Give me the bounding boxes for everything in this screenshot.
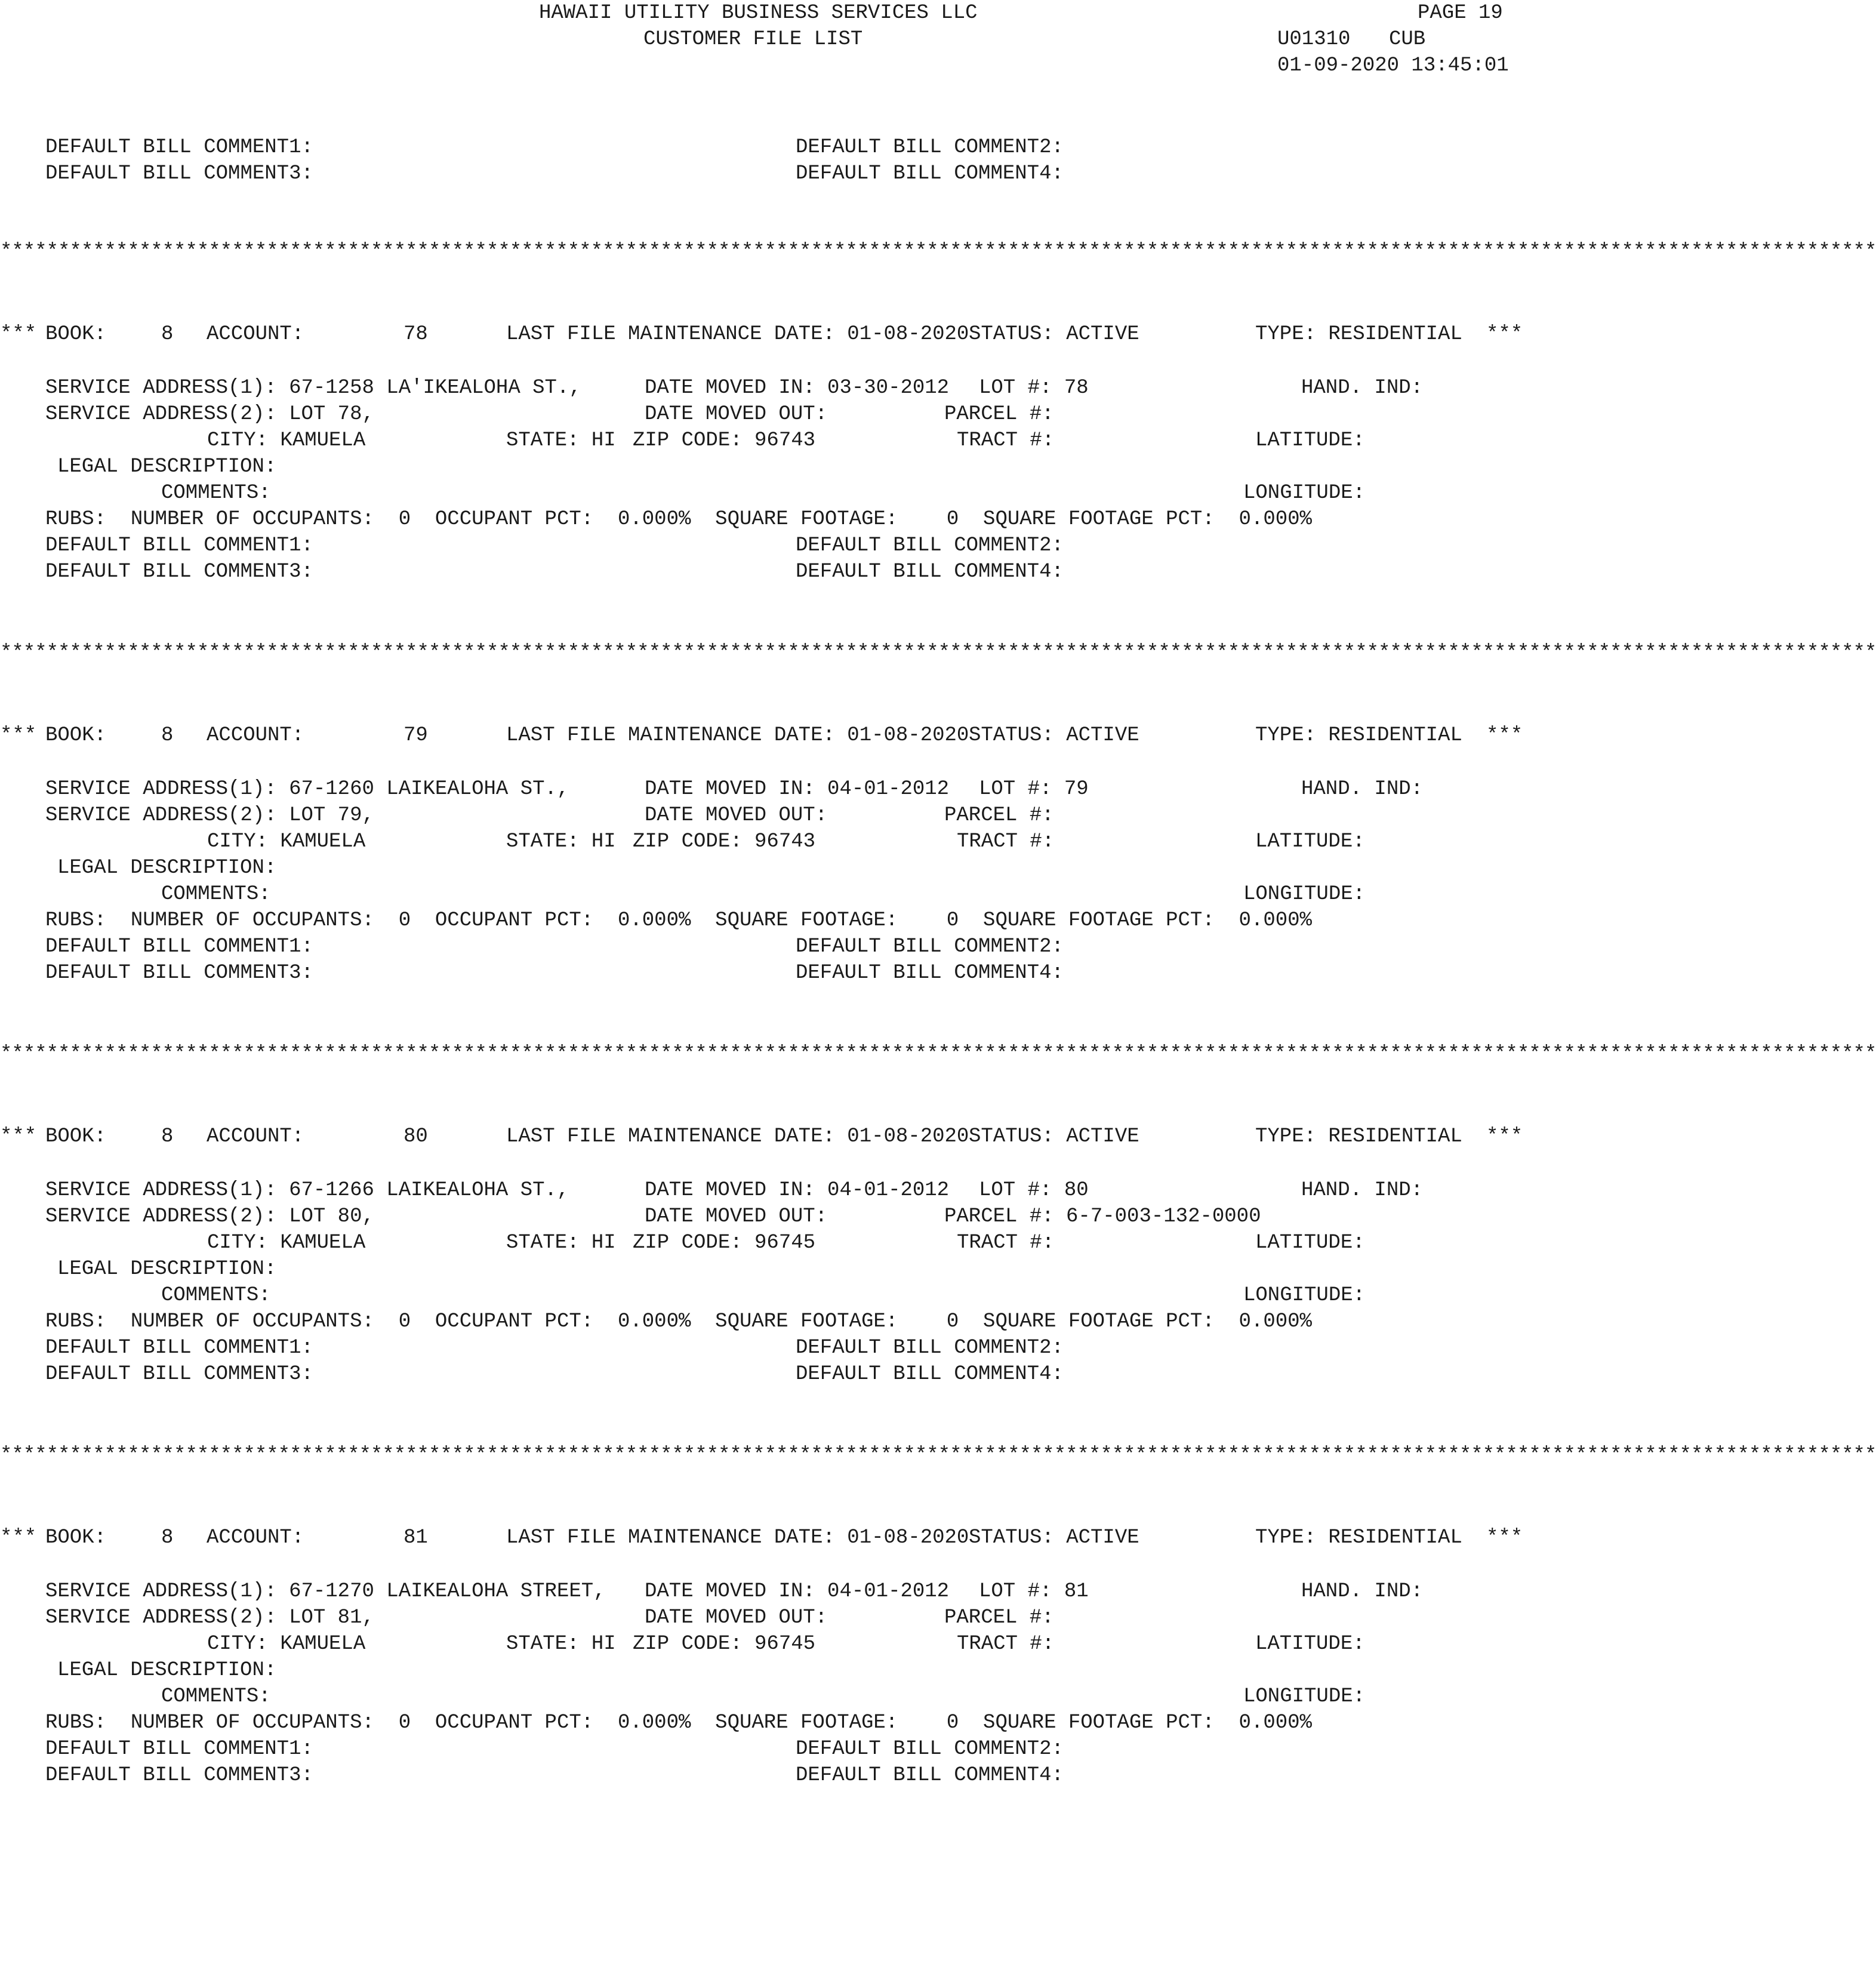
hand-ind: HAND. IND: — [1301, 1179, 1424, 1202]
separator-line: ****************************************************************************************************************************************************************** — [0, 1043, 1876, 1066]
comments-row1 — [0, 1736, 1522, 1762]
account-number: 81 — [403, 1526, 428, 1549]
account-label: ACCOUNT: — [207, 1125, 304, 1148]
latitude: LATITUDE: — [1255, 429, 1365, 452]
state: STATE: HI — [506, 830, 616, 853]
separator-line: ****************************************************************************************************************************************************************** — [0, 1444, 1876, 1467]
rubs-line — [0, 1710, 1522, 1736]
address1-line — [0, 1177, 1522, 1203]
account-type: TYPE: RESIDENTIAL — [1255, 724, 1462, 747]
tract-number: TRACT #: — [957, 1232, 1055, 1254]
book-number: 8 — [161, 1526, 174, 1549]
hand-ind: HAND. IND: — [1301, 778, 1424, 801]
status: STATUS: ACTIVE — [969, 323, 1139, 346]
city-line — [0, 1631, 1522, 1657]
default-bill-comment4: DEFAULT BILL COMMENT4: — [796, 162, 1064, 185]
company-name: HAWAII UTILITY BUSINESS SERVICES LLC — [539, 2, 978, 24]
report-header-line3 — [0, 53, 1522, 79]
address1-line — [0, 776, 1522, 802]
date-moved-out: DATE MOVED OUT: — [645, 403, 828, 426]
book-number: 8 — [161, 323, 174, 346]
comments-row2 — [0, 1762, 1522, 1789]
run-datetime: 01-09-2020 13:45:01 — [1277, 54, 1509, 77]
default-bill-comment4: DEFAULT BILL COMMENT4: — [796, 1363, 1064, 1386]
tract-number: TRACT #: — [957, 830, 1055, 853]
parcel-number: PARCEL #: — [944, 1606, 1054, 1629]
system-code: CUB — [1389, 28, 1426, 51]
default-bill-comment2: DEFAULT BILL COMMENT2: — [796, 935, 1064, 958]
default-bill-comment3: DEFAULT BILL COMMENT3: — [45, 1363, 313, 1386]
status: STATUS: ACTIVE — [969, 1526, 1139, 1549]
service-address-2: SERVICE ADDRESS(2): LOT 80, — [45, 1205, 374, 1228]
account-number: 79 — [403, 724, 428, 747]
default-bill-comment4: DEFAULT BILL COMMENT4: — [796, 561, 1064, 583]
stars-right: *** — [1486, 724, 1523, 747]
legal-description: LEGAL DESCRIPTION: — [57, 857, 277, 879]
separator-line: ****************************************************************************************************************************************************************** — [0, 241, 1876, 263]
date-moved-in: DATE MOVED IN: 04-01-2012 — [645, 778, 950, 801]
parcel-number: PARCEL #: 6-7-003-132-0000 — [944, 1205, 1261, 1228]
comments-line — [0, 881, 1522, 907]
comments: COMMENTS: — [161, 883, 271, 906]
top-comments-row1 — [0, 134, 1522, 161]
comments-row1 — [0, 1335, 1522, 1361]
default-bill-comment1: DEFAULT BILL COMMENT1: — [45, 534, 313, 557]
zip-code: ZIP CODE: 96745 — [633, 1633, 816, 1655]
city-line — [0, 829, 1522, 855]
legal-description: LEGAL DESCRIPTION: — [57, 1659, 277, 1682]
separator-line: ****************************************************************************************************************************************************************** — [0, 642, 1876, 664]
address2-line — [0, 401, 1522, 427]
default-bill-comment3: DEFAULT BILL COMMENT3: — [45, 962, 313, 984]
legal-line — [0, 855, 1522, 881]
account-label: ACCOUNT: — [207, 1526, 304, 1549]
account-number: 80 — [403, 1125, 428, 1148]
account-label: ACCOUNT: — [207, 323, 304, 346]
report-header-line1 — [0, 0, 1522, 26]
parcel-number: PARCEL #: — [944, 804, 1054, 827]
last-maintenance-date: LAST FILE MAINTENANCE DATE: 01-08-2020 — [506, 323, 969, 346]
address1-line — [0, 1578, 1522, 1605]
account-label: ACCOUNT: — [207, 724, 304, 747]
date-moved-out: DATE MOVED OUT: — [645, 1606, 828, 1629]
stars-right: *** — [1486, 1526, 1523, 1549]
comments-line — [0, 480, 1522, 506]
city: CITY: KAMUELA — [207, 1633, 366, 1655]
default-bill-comment4: DEFAULT BILL COMMENT4: — [796, 962, 1064, 984]
default-bill-comment2: DEFAULT BILL COMMENT2: — [796, 136, 1064, 159]
default-bill-comment2: DEFAULT BILL COMMENT2: — [796, 534, 1064, 557]
default-bill-comment3: DEFAULT BILL COMMENT3: — [45, 162, 313, 185]
lot-number: LOT #: 81 — [979, 1580, 1089, 1603]
last-maintenance-date: LAST FILE MAINTENANCE DATE: 01-08-2020 — [506, 724, 969, 747]
service-address-2: SERVICE ADDRESS(2): LOT 78, — [45, 403, 374, 426]
report-id: U01310 — [1277, 28, 1351, 51]
service-address-1: SERVICE ADDRESS(1): 67-1260 LAIKEALOHA ST., — [45, 778, 569, 801]
hand-ind: HAND. IND: — [1301, 1580, 1424, 1603]
date-moved-out: DATE MOVED OUT: — [645, 1205, 828, 1228]
stars-left: *** — [0, 323, 37, 346]
hand-ind: HAND. IND: — [1301, 377, 1424, 399]
status: STATUS: ACTIVE — [969, 724, 1139, 747]
last-maintenance-date: LAST FILE MAINTENANCE DATE: 01-08-2020 — [506, 1526, 969, 1549]
comments: COMMENTS: — [161, 1284, 271, 1307]
service-address-2: SERVICE ADDRESS(2): LOT 79, — [45, 804, 374, 827]
comments-row2 — [0, 1361, 1522, 1387]
longitude: LONGITUDE: — [1243, 482, 1366, 504]
city: CITY: KAMUELA — [207, 1232, 366, 1254]
service-address-1: SERVICE ADDRESS(1): 67-1258 LA'IKEALOHA ST., — [45, 377, 581, 399]
book-number: 8 — [161, 1125, 174, 1148]
lot-number: LOT #: 79 — [979, 778, 1089, 801]
date-moved-in: DATE MOVED IN: 04-01-2012 — [645, 1179, 950, 1202]
rubs-info: RUBS: NUMBER OF OCCUPANTS: 0 OCCUPANT PCT: 0.000% SQUARE FOOTAGE: 0 SQUARE FOOTAGE PCT: 0.000% — [45, 1712, 1312, 1734]
default-bill-comment3: DEFAULT BILL COMMENT3: — [45, 1764, 313, 1787]
default-bill-comment1: DEFAULT BILL COMMENT1: — [45, 1738, 313, 1760]
report-title: CUSTOMER FILE LIST — [643, 28, 863, 51]
record-title-line — [0, 321, 1522, 347]
latitude: LATITUDE: — [1255, 830, 1365, 853]
parcel-number: PARCEL #: — [944, 403, 1054, 426]
rubs-info: RUBS: NUMBER OF OCCUPANTS: 0 OCCUPANT PCT: 0.000% SQUARE FOOTAGE: 0 SQUARE FOOTAGE PCT: 0.000% — [45, 909, 1312, 932]
rubs-info: RUBS: NUMBER OF OCCUPANTS: 0 OCCUPANT PCT: 0.000% SQUARE FOOTAGE: 0 SQUARE FOOTAGE PCT: 0.000% — [45, 1310, 1312, 1333]
default-bill-comment1: DEFAULT BILL COMMENT1: — [45, 136, 313, 159]
latitude: LATITUDE: — [1255, 1232, 1365, 1254]
stars-right: *** — [1486, 1125, 1523, 1148]
state: STATE: HI — [506, 1232, 616, 1254]
default-bill-comment1: DEFAULT BILL COMMENT1: — [45, 1337, 313, 1359]
legal-description: LEGAL DESCRIPTION: — [57, 455, 277, 478]
stars-left: *** — [0, 1125, 37, 1148]
book-label: BOOK: — [45, 323, 107, 346]
zip-code: ZIP CODE: 96745 — [633, 1232, 816, 1254]
book-label: BOOK: — [45, 724, 107, 747]
comments-row2 — [0, 960, 1522, 986]
service-address-1: SERVICE ADDRESS(1): 67-1270 LAIKEALOHA STREET, — [45, 1580, 606, 1603]
state: STATE: HI — [506, 1633, 616, 1655]
legal-line — [0, 454, 1522, 480]
book-label: BOOK: — [45, 1526, 107, 1549]
tract-number: TRACT #: — [957, 429, 1055, 452]
stars-left: *** — [0, 1526, 37, 1549]
address2-line — [0, 802, 1522, 829]
default-bill-comment1: DEFAULT BILL COMMENT1: — [45, 935, 313, 958]
legal-line — [0, 1657, 1522, 1683]
report-header-line2 — [0, 26, 1522, 53]
zip-code: ZIP CODE: 96743 — [633, 830, 816, 853]
stars-right: *** — [1486, 323, 1523, 346]
account-type: TYPE: RESIDENTIAL — [1255, 1125, 1462, 1148]
tract-number: TRACT #: — [957, 1633, 1055, 1655]
lot-number: LOT #: 80 — [979, 1179, 1089, 1202]
comments-row1 — [0, 934, 1522, 960]
longitude: LONGITUDE: — [1243, 1284, 1366, 1307]
default-bill-comment3: DEFAULT BILL COMMENT3: — [45, 561, 313, 583]
city-line — [0, 427, 1522, 454]
address1-line — [0, 375, 1522, 401]
date-moved-out: DATE MOVED OUT: — [645, 804, 828, 827]
date-moved-in: DATE MOVED IN: 04-01-2012 — [645, 1580, 950, 1603]
date-moved-in: DATE MOVED IN: 03-30-2012 — [645, 377, 950, 399]
record-title-line — [0, 1525, 1522, 1551]
longitude: LONGITUDE: — [1243, 1685, 1366, 1708]
rubs-line — [0, 506, 1522, 532]
top-comments-row2 — [0, 161, 1522, 187]
record-title-line — [0, 722, 1522, 749]
city: CITY: KAMUELA — [207, 429, 366, 452]
rubs-line — [0, 907, 1522, 934]
default-bill-comment2: DEFAULT BILL COMMENT2: — [796, 1337, 1064, 1359]
state: STATE: HI — [506, 429, 616, 452]
lot-number: LOT #: 78 — [979, 377, 1089, 399]
rubs-line — [0, 1309, 1522, 1335]
last-maintenance-date: LAST FILE MAINTENANCE DATE: 01-08-2020 — [506, 1125, 969, 1148]
address2-line — [0, 1605, 1522, 1631]
default-bill-comment2: DEFAULT BILL COMMENT2: — [796, 1738, 1064, 1760]
longitude: LONGITUDE: — [1243, 883, 1366, 906]
city-line — [0, 1230, 1522, 1256]
account-type: TYPE: RESIDENTIAL — [1255, 1526, 1462, 1549]
comments-line — [0, 1683, 1522, 1710]
legal-description: LEGAL DESCRIPTION: — [57, 1258, 277, 1280]
comments-line — [0, 1282, 1522, 1309]
record-title-line — [0, 1123, 1522, 1150]
comments: COMMENTS: — [161, 482, 271, 504]
page-number: PAGE 19 — [1418, 2, 1503, 24]
comments-row1 — [0, 532, 1522, 559]
legal-line — [0, 1256, 1522, 1282]
account-number: 78 — [403, 323, 428, 346]
account-type: TYPE: RESIDENTIAL — [1255, 323, 1462, 346]
zip-code: ZIP CODE: 96743 — [633, 429, 816, 452]
book-label: BOOK: — [45, 1125, 107, 1148]
stars-left: *** — [0, 724, 37, 747]
service-address-1: SERVICE ADDRESS(1): 67-1266 LAIKEALOHA ST., — [45, 1179, 569, 1202]
book-number: 8 — [161, 724, 174, 747]
latitude: LATITUDE: — [1255, 1633, 1365, 1655]
comments-row2 — [0, 559, 1522, 585]
default-bill-comment4: DEFAULT BILL COMMENT4: — [796, 1764, 1064, 1787]
address2-line — [0, 1203, 1522, 1230]
status: STATUS: ACTIVE — [969, 1125, 1139, 1148]
service-address-2: SERVICE ADDRESS(2): LOT 81, — [45, 1606, 374, 1629]
city: CITY: KAMUELA — [207, 830, 366, 853]
rubs-info: RUBS: NUMBER OF OCCUPANTS: 0 OCCUPANT PCT: 0.000% SQUARE FOOTAGE: 0 SQUARE FOOTAGE PCT: 0.000% — [45, 508, 1312, 531]
comments: COMMENTS: — [161, 1685, 271, 1708]
